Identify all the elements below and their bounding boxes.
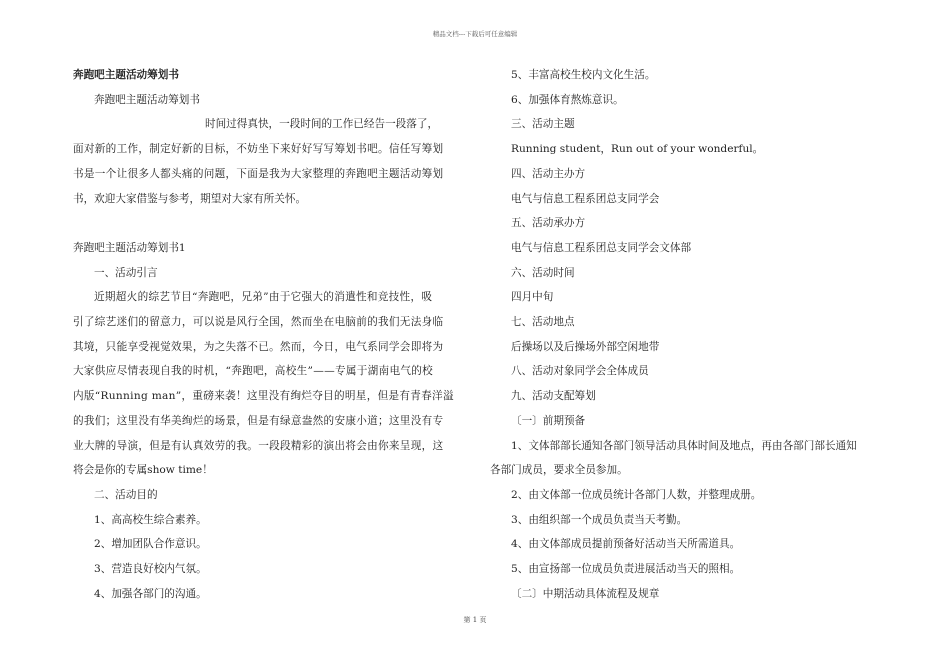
theme-text: Running student，Run out of your wonderful。: [511, 143, 764, 156]
heading: 一、活动引言: [94, 266, 158, 279]
list-item: 4、加强各部门的沟通。: [94, 587, 207, 600]
doc-subtitle: 奔跑吧主题活动筹划书: [94, 93, 200, 106]
list-item: 1、高高校生综合素养。: [94, 513, 207, 526]
list-item: 后操场以及后操场外部空闲地带: [511, 340, 660, 353]
list-item: 电气与信息工程系团总支同学会文体部: [511, 241, 692, 254]
list-item: 四月中旬: [511, 291, 554, 304]
list-item: 5、丰富高校生校内文化生活。: [511, 69, 656, 81]
list-item: 电气与信息工程系团总支同学会: [511, 192, 660, 205]
heading: 五、活动承办方: [511, 217, 586, 230]
list-item: 2、由文体部一位成员统计各部门人数，并整理成册。: [511, 488, 762, 501]
left-column: [73, 63, 463, 606]
para-line: 业大牌的导演，但是有认真效劳的我。一段段精彩的演出将会由你来呈现，这: [73, 439, 444, 452]
right-column: [490, 63, 890, 606]
heading: 九、活动支配筹划: [511, 390, 596, 403]
list-item: 4、由文体部成员提前预备好活动当天所需道具。: [511, 538, 741, 551]
intro-line: 书是一个让很多人都头痛的问题，下面是我为大家整理的奔跑吧主题活动筹划: [73, 167, 444, 180]
subheading: 〔一〕前期预备: [511, 414, 586, 427]
intro-line: 时间过得真快，一段时间的工作已经告一段落了，: [205, 118, 439, 131]
heading: 二、活动目的: [94, 488, 158, 501]
heading: 六、活动时间: [511, 266, 575, 279]
heading: 七、活动地点: [511, 316, 575, 329]
list-item: 3、营造良好校内气氛。: [94, 563, 207, 576]
heading: 三、活动主题: [511, 118, 575, 131]
subheading: 〔二〕中期活动具体流程及规章: [511, 587, 660, 600]
page-header: 精品文档---下载后可任意编辑: [432, 30, 518, 38]
heading: 八、活动对象同学会全体成员: [511, 365, 649, 378]
para-line: 近期超火的综艺节目“奔跑吧，兄弟”由于它强大的消遣性和竞技性，吸: [94, 291, 433, 304]
para-line: 大家供应尽情表现自我的时机，“奔跑吧，高校生”——专属于湖南电气的校: [73, 365, 434, 378]
list-item: 2、增加团队合作意识。: [94, 538, 207, 551]
para-line: 的我们；这里没有华美绚烂的场景，但是有绿意盎然的安康小道；这里没有专: [73, 414, 444, 427]
list-item: 6、加强体育熬炼意识。: [511, 93, 624, 106]
para-line: 引了综艺迷们的留意力，可以说是风行全国，然而坐在电脑前的我们无法身临: [73, 316, 444, 329]
intro-line: 面对新的工作，制定好新的目标，不妨坐下来好好写写筹划书吧。信任写筹划: [73, 143, 444, 156]
list-item: 3、由组织部一个成员负责当天考勤。: [511, 513, 688, 526]
intro-line: 书，欢迎大家借鉴与参考，期望对大家有所关怀。: [73, 192, 307, 205]
para-line: 内版“Running man”，重磅来袭！这里没有绚烂夺目的明星，但是有青春洋溢: [73, 390, 454, 403]
doc-title: 奔跑吧主题活动筹划书: [73, 69, 179, 81]
page-footer: 第 1 页: [463, 616, 487, 624]
section-title: 奔跑吧主题活动筹划书1: [73, 241, 186, 254]
list-item: 5、由宣扬部一位成员负责进展活动当天的照相。: [511, 563, 741, 576]
para-line: 其境，只能享受视觉效果，为之失落不已。然而，今日，电气系同学会即将为: [73, 340, 444, 353]
list-item-wrap: 各部门成员，要求全员参加。: [490, 464, 628, 477]
list-item: 1、文体部部长通知各部门领导活动具体时间及地点，再由各部门部长通知: [511, 439, 857, 452]
heading: 四、活动主办方: [511, 167, 586, 180]
para-line: 将会是你的专属show time！: [73, 464, 213, 477]
